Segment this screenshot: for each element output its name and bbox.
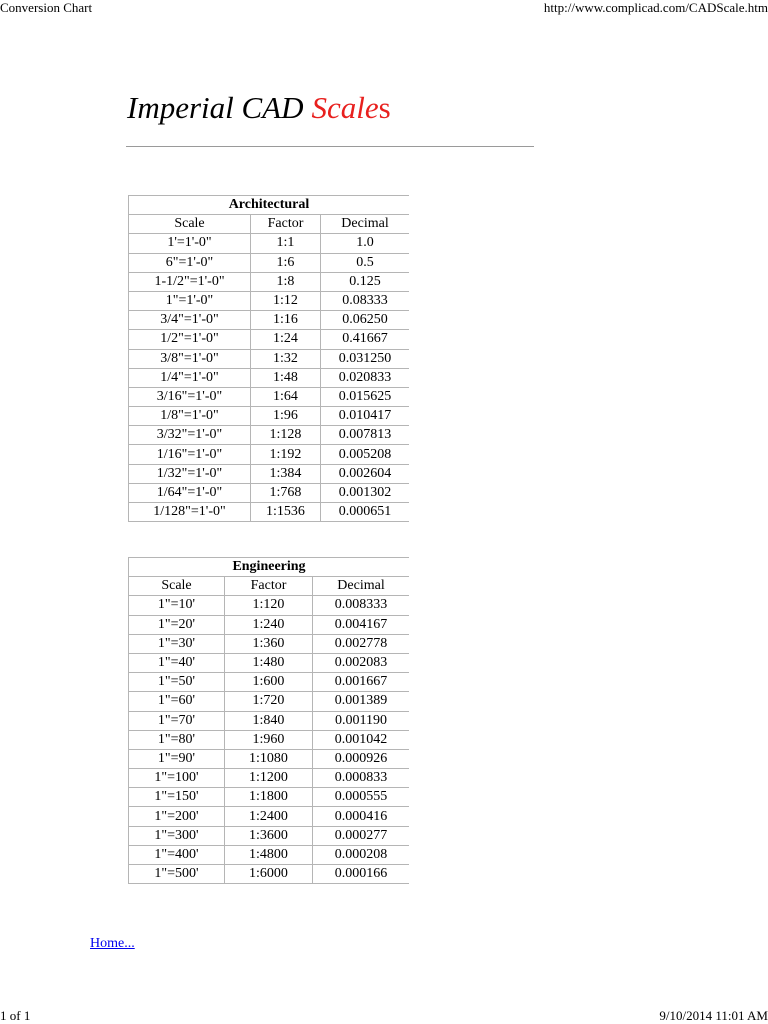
table-row [128, 653, 409, 672]
scale-cell: 1"=100' [128, 768, 224, 787]
table-row [128, 387, 409, 406]
scale-cell: 1"=200' [128, 806, 224, 825]
factor-cell: 1:768 [250, 483, 320, 502]
scale-cell: 1"=30' [128, 634, 224, 653]
factor-cell: 1:8 [250, 272, 320, 291]
table-row [128, 483, 409, 502]
table-row [128, 806, 409, 825]
print-footer-page: 1 of 1 [0, 1008, 31, 1023]
decimal-cell: 0.015625 [320, 387, 409, 406]
decimal-cell: 0.001667 [312, 672, 409, 691]
decimal-cell: 0.002778 [312, 634, 409, 653]
scale-cell: 1"=500' [128, 864, 224, 884]
table-row [128, 272, 409, 291]
scale-cell: 1"=90' [128, 749, 224, 768]
decimal-cell: 0.000833 [312, 768, 409, 787]
scale-cell: 3/32"=1'-0" [128, 425, 250, 444]
decimal-cell: 0.08333 [320, 291, 409, 310]
decimal-cell: 0.031250 [320, 349, 409, 368]
table-row [128, 329, 409, 348]
table-row [128, 233, 409, 252]
table-row [128, 787, 409, 806]
page-title-part-1: Imperial CAD [127, 90, 304, 125]
table-row [128, 845, 409, 864]
table-row [128, 310, 409, 329]
scale-cell: 1/32"=1'-0" [128, 464, 250, 483]
table-row [128, 368, 409, 387]
factor-cell: 1:128 [250, 425, 320, 444]
factor-cell: 1:24 [250, 329, 320, 348]
factor-cell: 1:384 [250, 464, 320, 483]
scale-cell: 1"=60' [128, 691, 224, 710]
factor-cell: 1:480 [224, 653, 312, 672]
column-header: Decimal [312, 576, 409, 595]
factor-cell: 1:1 [250, 233, 320, 252]
table-row [128, 502, 409, 522]
page-title [127, 88, 391, 128]
factor-cell: 1:1800 [224, 787, 312, 806]
scale-cell: 3/4"=1'-0" [128, 310, 250, 329]
scale-cell: 6"=1'-0" [128, 253, 250, 272]
scale-cell: 1"=400' [128, 845, 224, 864]
decimal-cell: 0.5 [320, 253, 409, 272]
scale-cell: 1-1/2"=1'-0" [128, 272, 250, 291]
factor-cell: 1:3600 [224, 826, 312, 845]
factor-cell: 1:360 [224, 634, 312, 653]
decimal-cell: 0.000416 [312, 806, 409, 825]
table-caption: Engineering [128, 557, 409, 576]
factor-cell: 1:120 [224, 595, 312, 614]
factor-cell: 1:240 [224, 615, 312, 634]
home-link[interactable]: Home... [90, 936, 135, 951]
decimal-cell: 0.41667 [320, 329, 409, 348]
factor-cell: 1:96 [250, 406, 320, 425]
decimal-cell: 0.000555 [312, 787, 409, 806]
factor-cell: 1:4800 [224, 845, 312, 864]
decimal-cell: 0.000651 [320, 502, 409, 522]
factor-cell: 1:12 [250, 291, 320, 310]
scale-cell: 1"=20' [128, 615, 224, 634]
table-row [128, 749, 409, 768]
table-row [128, 711, 409, 730]
title-divider [126, 146, 534, 147]
column-header: Factor [224, 576, 312, 595]
table-row [128, 691, 409, 710]
factor-cell: 1:1536 [250, 502, 320, 522]
table-row [128, 349, 409, 368]
scale-cell: 1"=80' [128, 730, 224, 749]
factor-cell: 1:840 [224, 711, 312, 730]
table-row [128, 730, 409, 749]
factor-cell: 1:720 [224, 691, 312, 710]
table-row [128, 826, 409, 845]
decimal-cell: 0.005208 [320, 444, 409, 463]
factor-cell: 1:1080 [224, 749, 312, 768]
column-header: Scale [128, 214, 250, 233]
factor-cell: 1:6000 [224, 864, 312, 884]
table-row [128, 595, 409, 614]
scale-cell: 1/64"=1'-0" [128, 483, 250, 502]
print-footer-timestamp: 9/10/2014 11:01 AM [659, 1008, 768, 1023]
decimal-cell: 0.001042 [312, 730, 409, 749]
decimal-cell: 0.008333 [312, 595, 409, 614]
decimal-cell: 0.002604 [320, 464, 409, 483]
scale-cell: 1"=300' [128, 826, 224, 845]
table-row [128, 406, 409, 425]
table-row [128, 672, 409, 691]
decimal-cell: 0.002083 [312, 653, 409, 672]
factor-cell: 1:1200 [224, 768, 312, 787]
print-header-title: Conversion Chart [0, 0, 93, 15]
decimal-cell: 0.000166 [312, 864, 409, 884]
table-header-row [128, 576, 409, 595]
scale-cell: 1"=150' [128, 787, 224, 806]
decimal-cell: 0.125 [320, 272, 409, 291]
factor-cell: 1:48 [250, 368, 320, 387]
scale-cell: 1"=10' [128, 595, 224, 614]
decimal-cell: 0.010417 [320, 406, 409, 425]
table-header-row [128, 214, 409, 233]
decimal-cell: 0.000926 [312, 749, 409, 768]
scale-cell: 3/8"=1'-0" [128, 349, 250, 368]
decimal-cell: 1.0 [320, 233, 409, 252]
table-row [128, 464, 409, 483]
architectural-table [128, 195, 409, 522]
table-caption-row [128, 557, 409, 576]
scale-cell: 1/8"=1'-0" [128, 406, 250, 425]
page-title-part-2: Scale [311, 90, 379, 125]
scale-cell: 1/4"=1'-0" [128, 368, 250, 387]
scale-cell: 1/128"=1'-0" [128, 502, 250, 522]
factor-cell: 1:16 [250, 310, 320, 329]
table-row [128, 634, 409, 653]
scale-cell: 1"=50' [128, 672, 224, 691]
column-header: Factor [250, 214, 320, 233]
table-row [128, 444, 409, 463]
decimal-cell: 0.000208 [312, 845, 409, 864]
engineering-table [128, 557, 409, 884]
column-header: Scale [128, 576, 224, 595]
decimal-cell: 0.020833 [320, 368, 409, 387]
scale-cell: 3/16"=1'-0" [128, 387, 250, 406]
scale-cell: 1"=70' [128, 711, 224, 730]
factor-cell: 1:64 [250, 387, 320, 406]
column-header: Decimal [320, 214, 409, 233]
decimal-cell: 0.000277 [312, 826, 409, 845]
scale-cell: 1/16"=1'-0" [128, 444, 250, 463]
table-row [128, 425, 409, 444]
decimal-cell: 0.06250 [320, 310, 409, 329]
factor-cell: 1:600 [224, 672, 312, 691]
table-row [128, 253, 409, 272]
table-row [128, 291, 409, 310]
scale-cell: 1"=1'-0" [128, 291, 250, 310]
decimal-cell: 0.001302 [320, 483, 409, 502]
print-header-url: http://www.complicad.com/CADScale.htm [543, 0, 768, 15]
scale-cell: 1'=1'-0" [128, 233, 250, 252]
page-title-part-3: s [378, 90, 391, 125]
decimal-cell: 0.001389 [312, 691, 409, 710]
decimal-cell: 0.007813 [320, 425, 409, 444]
table-row [128, 864, 409, 884]
scale-cell: 1/2"=1'-0" [128, 329, 250, 348]
factor-cell: 1:2400 [224, 806, 312, 825]
table-row [128, 768, 409, 787]
factor-cell: 1:192 [250, 444, 320, 463]
factor-cell: 1:960 [224, 730, 312, 749]
decimal-cell: 0.004167 [312, 615, 409, 634]
table-caption-row [128, 195, 409, 214]
factor-cell: 1:32 [250, 349, 320, 368]
table-caption: Architectural [128, 195, 409, 214]
decimal-cell: 0.001190 [312, 711, 409, 730]
scale-cell: 1"=40' [128, 653, 224, 672]
table-row [128, 615, 409, 634]
factor-cell: 1:6 [250, 253, 320, 272]
